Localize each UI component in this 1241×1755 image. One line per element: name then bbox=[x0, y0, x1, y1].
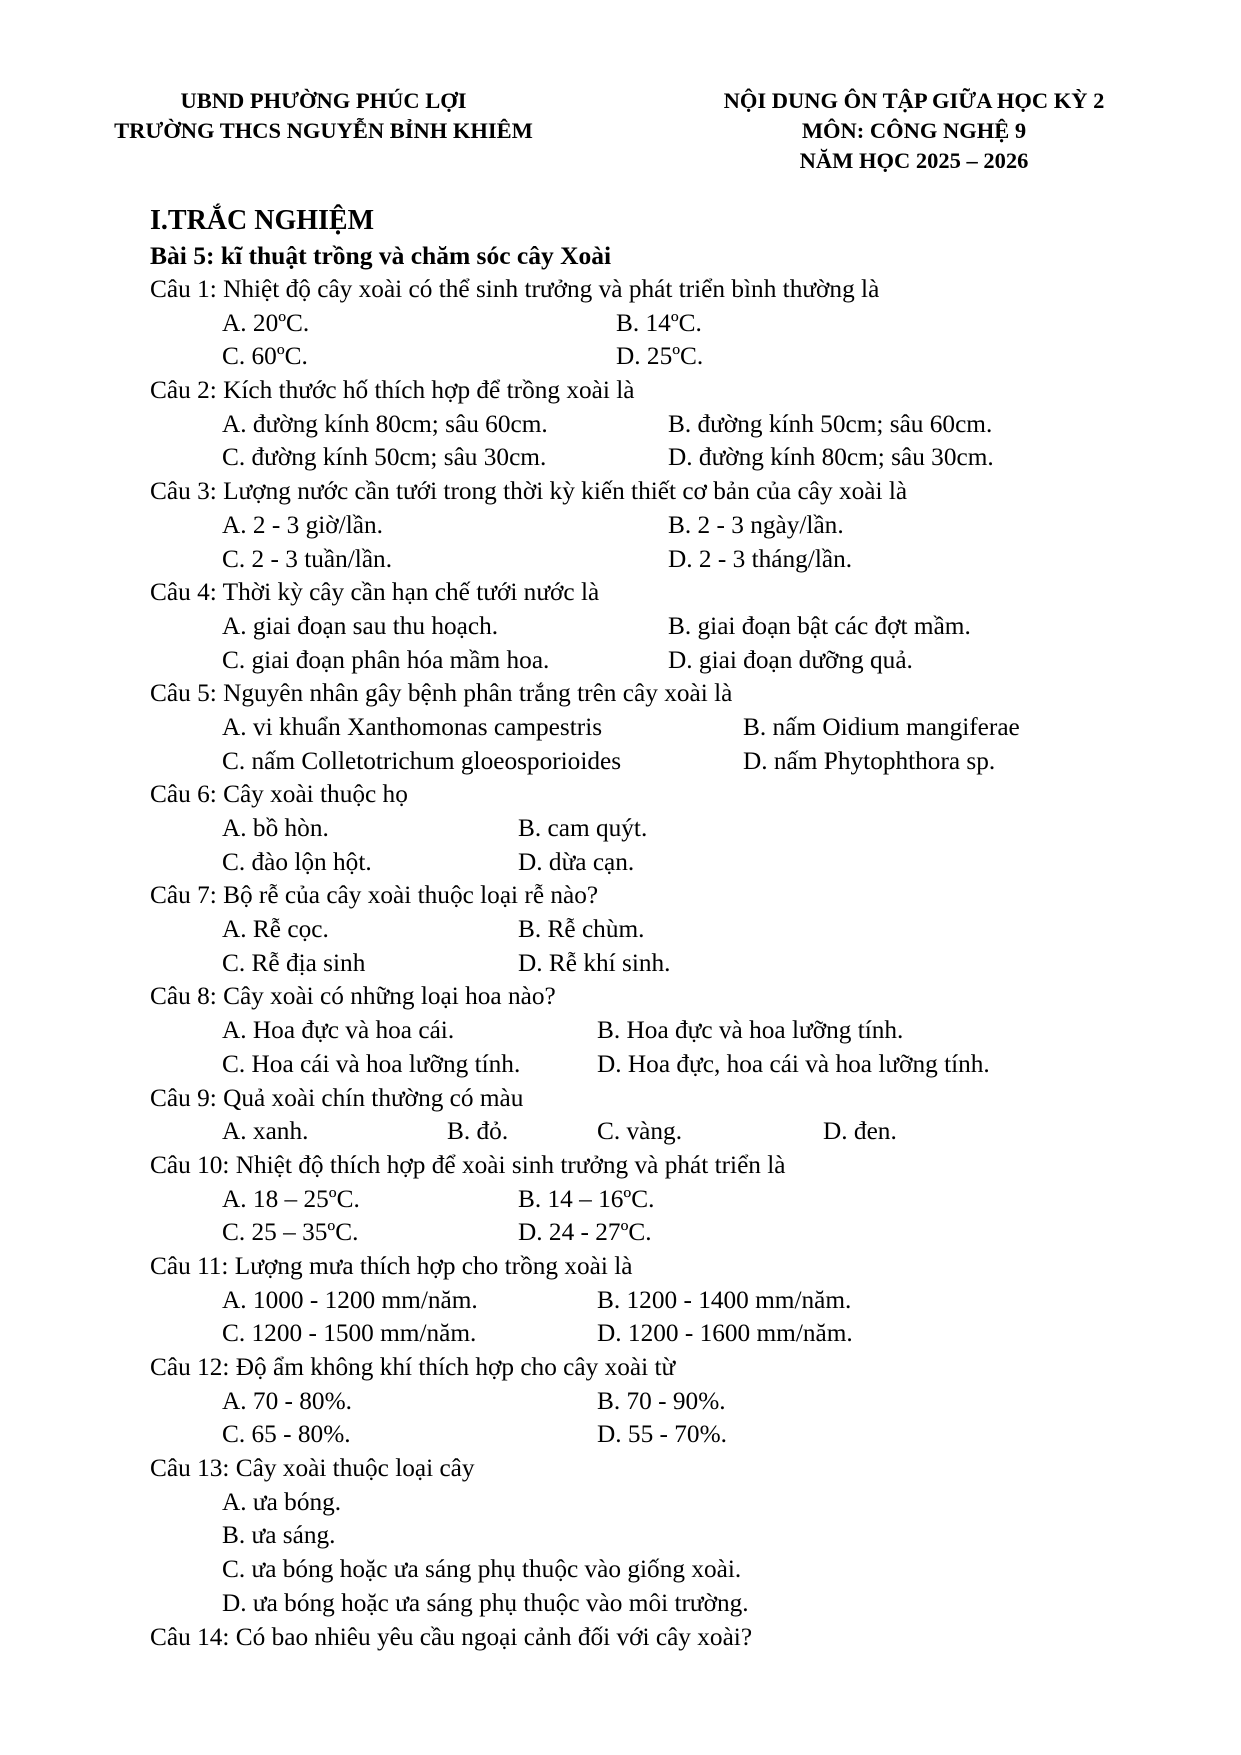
document-title: NỘI DUNG ÔN TẬP GIỮA HỌC KỲ 2 bbox=[723, 88, 1105, 113]
option-row bbox=[150, 947, 1200, 981]
option-row bbox=[150, 408, 1200, 442]
option-c: C. 2 - 3 tuần/lần. bbox=[222, 544, 393, 573]
option-row bbox=[150, 1284, 1200, 1318]
option-c: C. vàng. bbox=[597, 1117, 683, 1146]
question-9: Câu 9: Quả xoài chín thường có màu bbox=[150, 1083, 524, 1112]
option-a: A. Hoa đực và hoa cái. bbox=[222, 1016, 455, 1045]
question-11: Câu 11: Lượng mưa thích hợp cho trồng xoài là bbox=[150, 1251, 633, 1280]
question-13: Câu 13: Cây xoài thuộc loại cây bbox=[150, 1454, 475, 1483]
option-d: D. đen. bbox=[823, 1117, 897, 1146]
option-d: D. đường kính 80cm; sâu 30cm. bbox=[668, 443, 994, 472]
option-b: B. 14 – 16ºC. bbox=[518, 1184, 655, 1213]
option-a: A. giai đoạn sau thu hoạch. bbox=[222, 611, 499, 640]
option-d: D. 55 - 70%. bbox=[597, 1420, 727, 1449]
option-row bbox=[150, 1317, 1200, 1351]
option-row bbox=[150, 1183, 1200, 1217]
question-12: Câu 12: Độ ẩm không khí thích hợp cho cây xoài từ bbox=[150, 1353, 676, 1381]
option-row bbox=[150, 913, 1200, 947]
question-5: Câu 5: Nguyên nhân gây bệnh phân trắng trên cây xoài là bbox=[150, 679, 733, 708]
option-row bbox=[150, 307, 1200, 341]
option-row bbox=[150, 644, 1200, 678]
option-row bbox=[150, 711, 1200, 745]
option-row bbox=[150, 441, 1200, 475]
option-b: B. 14ºC. bbox=[616, 308, 702, 337]
option-c: C. 60ºC. bbox=[222, 342, 308, 371]
option-row bbox=[150, 812, 1200, 846]
option-d: D. Rễ khí sinh. bbox=[518, 948, 671, 977]
option-row bbox=[150, 509, 1200, 543]
question-6: Câu 6: Cây xoài thuộc họ bbox=[150, 780, 408, 809]
option-c: C. Rễ địa sinh bbox=[222, 948, 366, 977]
option-c: C. ưa bóng hoặc ưa sáng phụ thuộc vào giống xoài. bbox=[222, 1555, 742, 1584]
option-a: A. xanh. bbox=[222, 1117, 309, 1146]
option-row bbox=[150, 846, 1200, 880]
option-c: C. 25 – 35ºC. bbox=[222, 1218, 359, 1247]
option-row bbox=[150, 1553, 1200, 1587]
option-a: A. đường kính 80cm; sâu 60cm. bbox=[222, 409, 548, 438]
school-year: NĂM HỌC 2025 – 2026 bbox=[799, 148, 1029, 173]
option-b: B. đỏ. bbox=[447, 1117, 509, 1146]
option-d: D. giai đoạn dưỡng quả. bbox=[668, 645, 913, 674]
option-b: B. giai đoạn bật các đợt mầm. bbox=[668, 611, 971, 640]
header-right bbox=[640, 86, 1188, 176]
option-c: C. 65 - 80%. bbox=[222, 1420, 351, 1449]
option-row bbox=[150, 340, 1200, 374]
option-row bbox=[150, 745, 1200, 779]
question-8: Câu 8: Cây xoài có những loại hoa nào? bbox=[150, 982, 556, 1011]
option-c: C. Hoa cái và hoa lưỡng tính. bbox=[222, 1049, 521, 1078]
option-c: C. 1200 - 1500 mm/năm. bbox=[222, 1319, 477, 1348]
option-a: A. 18 – 25ºC. bbox=[222, 1184, 360, 1213]
question-7: Câu 7: Bộ rễ của cây xoài thuộc loại rễ nào? bbox=[150, 881, 599, 910]
option-row bbox=[150, 1385, 1200, 1419]
option-b: B. ưa sáng. bbox=[222, 1521, 336, 1550]
school-name: TRƯỜNG THCS NGUYỄN BỈNH KHIÊM bbox=[114, 118, 533, 143]
option-row bbox=[150, 1587, 1200, 1621]
option-row bbox=[150, 1115, 1200, 1149]
option-row bbox=[150, 610, 1200, 644]
option-d: D. 2 - 3 tháng/lần. bbox=[668, 544, 853, 573]
header-left bbox=[80, 86, 567, 146]
option-a: A. 70 - 80%. bbox=[222, 1386, 352, 1415]
option-a: A. 20ºC. bbox=[222, 308, 310, 337]
option-b: B. Hoa đực và hoa lưỡng tính. bbox=[597, 1016, 904, 1045]
option-row bbox=[150, 1418, 1200, 1452]
option-row bbox=[150, 1519, 1200, 1553]
option-a: A. Rễ cọc. bbox=[222, 915, 329, 944]
option-a: A. 2 - 3 giờ/lần. bbox=[222, 510, 383, 539]
option-c: C. đường kính 50cm; sâu 30cm. bbox=[222, 443, 547, 472]
lesson-title: Bài 5: kĩ thuật trồng và chăm sóc cây Xoài bbox=[150, 241, 612, 270]
question-10: Câu 10: Nhiệt độ thích hợp để xoài sinh trưởng và phát triển là bbox=[150, 1150, 786, 1179]
district-name: UBND PHƯỜNG PHÚC LỢI bbox=[180, 88, 467, 113]
question-2: Câu 2: Kích thước hố thích hợp để trồng xoài là bbox=[150, 376, 635, 405]
subject: MÔN: CÔNG NGHỆ 9 bbox=[801, 118, 1027, 143]
option-row bbox=[150, 1014, 1200, 1048]
option-b: B. đường kính 50cm; sâu 60cm. bbox=[668, 409, 993, 438]
question-list bbox=[150, 273, 1200, 1654]
option-a: A. ưa bóng. bbox=[222, 1487, 342, 1516]
option-b: B. 2 - 3 ngày/lần. bbox=[668, 510, 844, 539]
option-row bbox=[150, 543, 1200, 577]
question-3: Câu 3: Lượng nước cần tưới trong thời kỳ kiến thiết cơ bản của cây xoài là bbox=[150, 477, 908, 506]
option-a: A. bồ hòn. bbox=[222, 814, 329, 842]
option-a: A. vi khuẩn Xanthomonas campestris bbox=[222, 712, 603, 741]
option-row bbox=[150, 1216, 1200, 1250]
section-title: I.TRẮC NGHIỆM bbox=[150, 205, 375, 236]
option-d: D. 25ºC. bbox=[616, 342, 704, 371]
option-d: D. dừa cạn. bbox=[518, 847, 635, 876]
option-c: C. nấm Colletotrichum gloeosporioides bbox=[222, 746, 622, 775]
option-d: D. Hoa đực, hoa cái và hoa lưỡng tính. bbox=[597, 1049, 990, 1078]
option-row bbox=[150, 1486, 1200, 1520]
option-d: D. nấm Phytophthora sp. bbox=[743, 746, 996, 775]
question-1: Câu 1: Nhiệt độ cây xoài có thể sinh trưởng và phát triển bình thường là bbox=[150, 275, 880, 303]
question-4: Câu 4: Thời kỳ cây cần hạn chế tưới nước là bbox=[150, 578, 600, 607]
option-row bbox=[150, 1048, 1200, 1082]
question-14: Câu 14: Có bao nhiêu yêu cầu ngoại cảnh đối với cây xoài? bbox=[150, 1622, 753, 1651]
option-b: B. nấm Oidium mangiferae bbox=[743, 712, 1020, 741]
option-d: D. 1200 - 1600 mm/năm. bbox=[597, 1319, 853, 1348]
option-b: B. Rễ chùm. bbox=[518, 915, 645, 944]
option-c: C. giai đoạn phân hóa mầm hoa. bbox=[222, 645, 550, 674]
option-c: C. đào lộn hột. bbox=[222, 847, 372, 876]
option-a: A. 1000 - 1200 mm/năm. bbox=[222, 1285, 478, 1314]
option-b: B. 1200 - 1400 mm/năm. bbox=[597, 1285, 852, 1314]
option-d: D. ưa bóng hoặc ưa sáng phụ thuộc vào môi trường. bbox=[222, 1588, 749, 1617]
option-b: B. cam quýt. bbox=[518, 814, 648, 842]
option-b: B. 70 - 90%. bbox=[597, 1386, 726, 1415]
option-d: D. 24 - 27ºC. bbox=[518, 1218, 652, 1247]
